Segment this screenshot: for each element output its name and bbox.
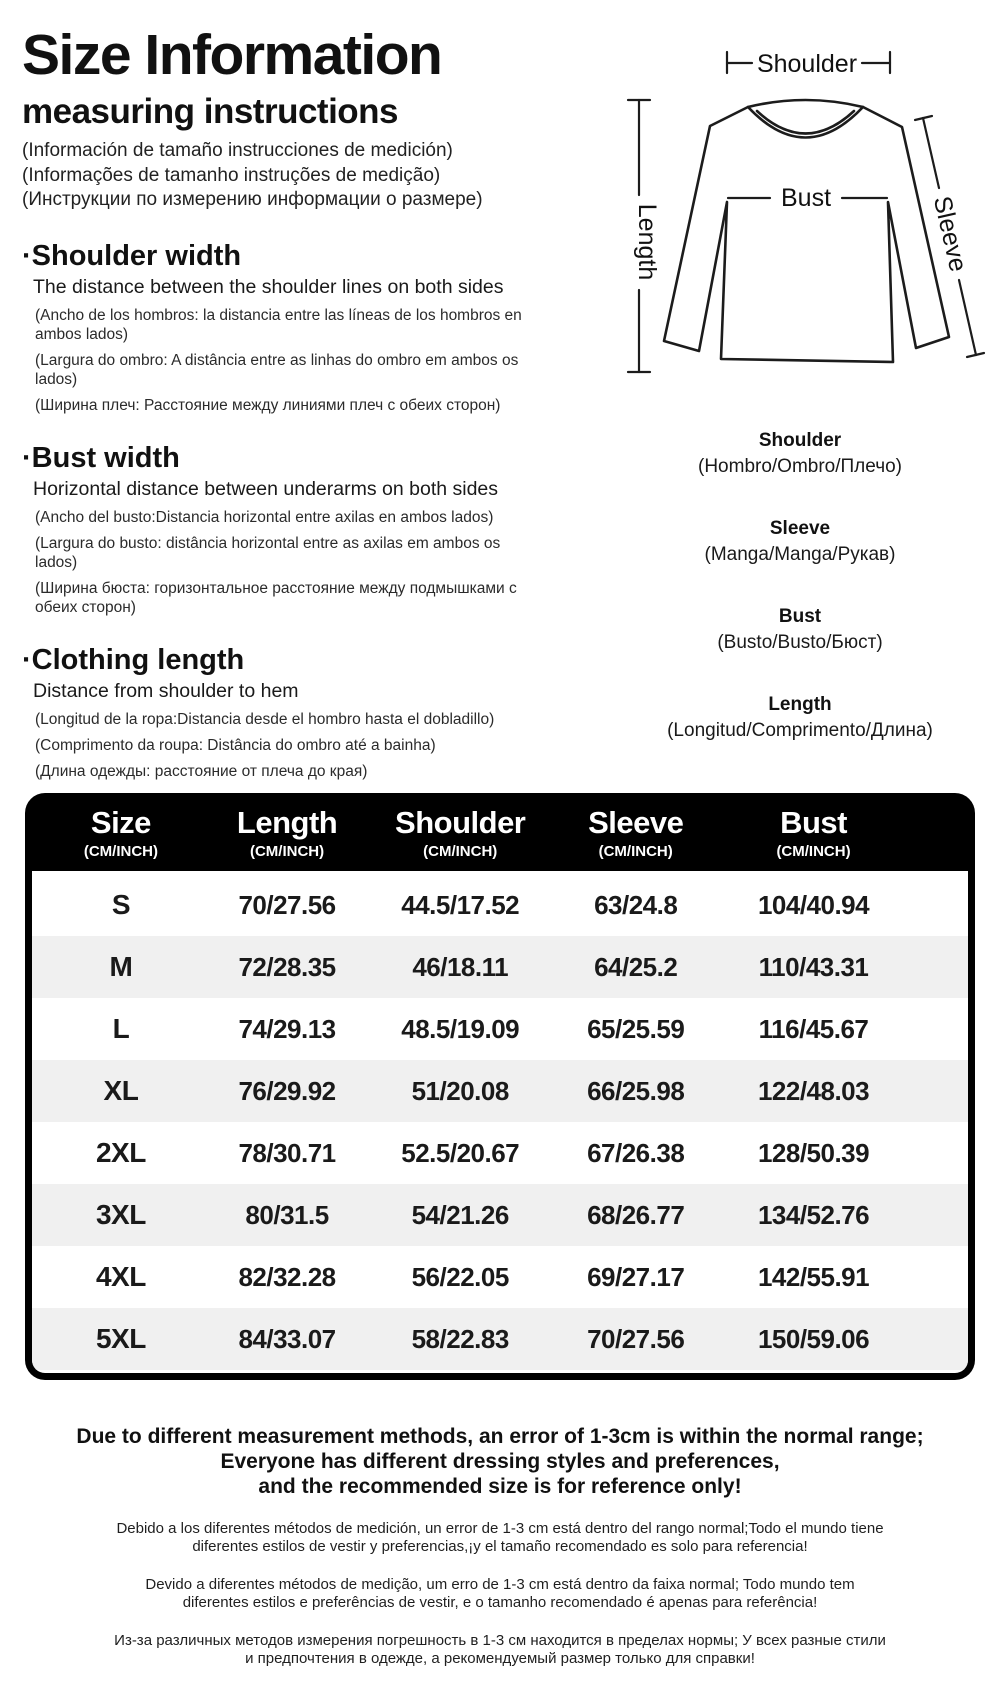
cell-sleeve: 67/26.38 xyxy=(587,1137,685,1168)
cell-length: 70/27.56 xyxy=(238,889,336,920)
cell-size: S xyxy=(111,889,130,920)
page-subtitle: measuring instructions xyxy=(22,91,399,131)
legend-item-bust xyxy=(620,606,980,654)
section-clothing-length xyxy=(22,643,567,781)
sleeve-dim-line-top xyxy=(923,118,939,188)
cell-bust: 104/40.94 xyxy=(757,889,870,920)
legend-name: Shoulder xyxy=(758,430,842,451)
legend-translation: (Longitud/Comprimento/Длина) xyxy=(667,720,933,741)
cell-bust: 116/45.67 xyxy=(758,1013,869,1044)
column-label: Sleeve xyxy=(588,805,684,840)
cell-shoulder: 56/22.05 xyxy=(411,1261,509,1292)
cell-shoulder: 48.5/19.09 xyxy=(401,1013,520,1044)
table-row-m xyxy=(32,936,968,998)
cell-length: 82/32.28 xyxy=(238,1261,336,1292)
section-translation-ru: (Ширина плеч: Расстояние между линиями плеч с обеих сторон) xyxy=(35,396,501,414)
cell-length: 78/30.71 xyxy=(238,1137,336,1168)
legend-item-length xyxy=(620,694,980,742)
table-row-4xl xyxy=(32,1246,968,1308)
section-heading: ·Shoulder width xyxy=(22,239,242,272)
column-header-size xyxy=(32,806,210,860)
cell-sleeve: 66/25.98 xyxy=(587,1075,685,1106)
note-line: diferentes estilos de vestir y preferencias,¡y el tamaño recomendado es solo para referencia! xyxy=(192,1537,808,1555)
size-table-header xyxy=(32,793,968,871)
column-label: Shoulder xyxy=(395,805,526,840)
cell-size: 2XL xyxy=(95,1137,146,1168)
note-line: Debido a los diferentes métodos de medición, un error de 1-3 cm está dentro del rango normal;Todo el mundo tiene xyxy=(116,1520,884,1537)
note-english xyxy=(0,1424,1000,1499)
cell-size: M xyxy=(109,951,133,982)
column-header-shoulder xyxy=(364,806,556,860)
column-unit: (CM/INCH) xyxy=(249,843,325,860)
cell-bust: 110/43.31 xyxy=(758,951,869,982)
section-heading: ·Clothing length xyxy=(22,643,245,676)
note-line: Из-за различных методов измерения погрешность в 1-3 см находится в пределах нормы; У всех разные стили xyxy=(114,1632,886,1649)
table-row-2xl xyxy=(32,1122,968,1184)
note-line: diferentes estilos e preferências de vestir, e o tamanho recomendado é apenas para referência! xyxy=(182,1593,818,1611)
note-line: Devido a diferentes métodos de medição, um erro de 1-3 cm está dentro da faixa normal; Todo mundo tem xyxy=(145,1576,855,1593)
table-row-5xl xyxy=(32,1308,968,1370)
cell-size: 3XL xyxy=(95,1199,146,1230)
cell-shoulder: 52.5/20.67 xyxy=(401,1137,520,1168)
note-line: and the recommended size is for reference only! xyxy=(258,1475,742,1498)
cell-shoulder: 58/22.83 xyxy=(411,1323,509,1354)
column-header-length xyxy=(210,806,364,860)
subtitle-translation-es: (Información de tamaño instrucciones de medición) xyxy=(22,140,453,162)
cell-bust: 142/55.91 xyxy=(757,1261,870,1292)
note-spanish xyxy=(0,1520,1000,1555)
subtitle-translations xyxy=(22,139,567,213)
section-heading: ·Bust width xyxy=(22,441,180,474)
table-row-s xyxy=(32,874,968,936)
cell-sleeve: 70/27.56 xyxy=(587,1323,685,1354)
subtitle-translation-ru: (Инструкции по измерению информации о размере) xyxy=(22,189,483,211)
shirt-measurement-diagram xyxy=(560,10,1000,385)
column-header-sleeve xyxy=(556,806,715,860)
table-row-3xl xyxy=(32,1184,968,1246)
shirt-diagram-icon xyxy=(560,10,1000,385)
column-unit: (CM/INCH) xyxy=(598,843,673,860)
cell-length: 74/29.13 xyxy=(238,1013,336,1044)
section-translation-es: (Longitud de la ropa:Distancia desde el hombro hasta el dobladillo) xyxy=(35,710,495,728)
shirt-outline xyxy=(664,100,949,362)
cell-shoulder: 46/18.11 xyxy=(412,951,509,982)
column-label: Size xyxy=(90,805,151,840)
intro-section xyxy=(22,24,567,781)
legend-item-sleeve xyxy=(620,518,980,566)
size-table-body xyxy=(32,871,968,1373)
note-line: Due to different measurement methods, an error of 1-3cm is within the normal range; xyxy=(76,1425,924,1448)
size-table xyxy=(25,793,975,1380)
legend-name: Length xyxy=(768,694,832,715)
cell-sleeve: 64/25.2 xyxy=(594,951,678,982)
cell-length: 76/29.92 xyxy=(238,1075,336,1106)
legend-name: Bust xyxy=(778,606,822,627)
column-header-bust xyxy=(715,806,912,860)
section-description: Distance from shoulder to hem xyxy=(33,679,299,702)
cell-sleeve: 65/25.59 xyxy=(587,1013,685,1044)
cell-bust: 122/48.03 xyxy=(757,1075,870,1106)
shirt-collar-inner xyxy=(757,111,854,134)
section-shoulder-width xyxy=(22,239,567,415)
legend-item-shoulder xyxy=(620,430,980,478)
cell-size: 4XL xyxy=(95,1261,146,1292)
table-row-xl xyxy=(32,1060,968,1122)
cell-bust: 128/50.39 xyxy=(757,1137,870,1168)
section-bust-width xyxy=(22,441,567,617)
cell-shoulder: 44.5/17.52 xyxy=(401,889,520,920)
page-title: Size Information xyxy=(22,23,442,87)
sleeve-dim-line-bottom xyxy=(959,280,976,355)
footer-notes xyxy=(0,1424,1000,1667)
column-unit: (CM/INCH) xyxy=(423,843,498,860)
legend-translation: (Hombro/Ombro/Плечо) xyxy=(698,456,902,477)
note-line: и предпочтения в одежде, а рекомендуемый размер только для справки! xyxy=(245,1649,755,1667)
table-row-l xyxy=(32,998,968,1060)
legend-name: Sleeve xyxy=(769,518,831,539)
column-unit: (CM/INCH) xyxy=(83,843,158,860)
section-translation-pt: (Largura do ombro: A distância entre as linhas do ombro em ambos os lados) xyxy=(35,351,519,388)
cell-sleeve: 63/24.8 xyxy=(594,889,678,920)
column-label: Bust xyxy=(780,805,847,840)
cell-length: 80/31.5 xyxy=(245,1199,329,1230)
legend-translation: (Busto/Busto/Бюст) xyxy=(717,632,883,653)
note-line: Everyone has different dressing styles and preferences, xyxy=(220,1450,780,1473)
legend-translation: (Manga/Manga/Рукав) xyxy=(704,544,896,565)
column-unit: (CM/INCH) xyxy=(776,843,851,860)
cell-bust: 150/59.06 xyxy=(757,1323,870,1354)
section-translation-pt: (Comprimento da roupa: Distância do ombro até a bainha) xyxy=(35,736,436,754)
cell-shoulder: 51/20.08 xyxy=(411,1075,509,1106)
cell-sleeve: 69/27.17 xyxy=(587,1261,685,1292)
note-russian xyxy=(0,1632,1000,1667)
cell-length: 84/33.07 xyxy=(238,1323,336,1354)
section-translation-es: (Ancho de los hombros: la distancia entre las líneas de los hombros en ambos lados) xyxy=(35,306,522,343)
shoulder-dim-label: Shoulder xyxy=(756,50,858,78)
cell-size: 5XL xyxy=(95,1323,146,1354)
subtitle-translation-pt: (Informações de tamanho instruções de medição) xyxy=(22,164,441,186)
cell-bust: 134/52.76 xyxy=(757,1199,870,1230)
cell-length: 72/28.35 xyxy=(238,951,336,982)
length-dim-label: Length xyxy=(633,203,661,281)
cell-size: L xyxy=(112,1013,130,1044)
sleeve-dim-label: Sleeve xyxy=(927,193,973,275)
section-description: Horizontal distance between underarms on both sides xyxy=(33,477,499,500)
section-translation-pt: (Largura do busto: distância horizontal entre as axilas em ambos os lados) xyxy=(35,534,501,571)
measurement-legend xyxy=(620,430,980,782)
section-description: The distance between the shoulder lines on both sides xyxy=(33,275,504,298)
cell-shoulder: 54/21.26 xyxy=(411,1199,509,1230)
column-label: Length xyxy=(236,805,338,840)
cell-sleeve: 68/26.77 xyxy=(587,1199,685,1230)
cell-size: XL xyxy=(103,1075,139,1106)
section-translation-es: (Ancho del busto:Distancia horizontal entre axilas en ambos lados) xyxy=(35,508,494,526)
note-portuguese xyxy=(0,1576,1000,1611)
section-translation-ru: (Длина одежды: расстояние от плеча до края) xyxy=(35,762,368,780)
section-translation-ru: (Ширина бюста: горизонтальное расстояние между подмышками с обеих сторон) xyxy=(35,579,517,616)
bust-dim-label: Bust xyxy=(780,184,832,212)
